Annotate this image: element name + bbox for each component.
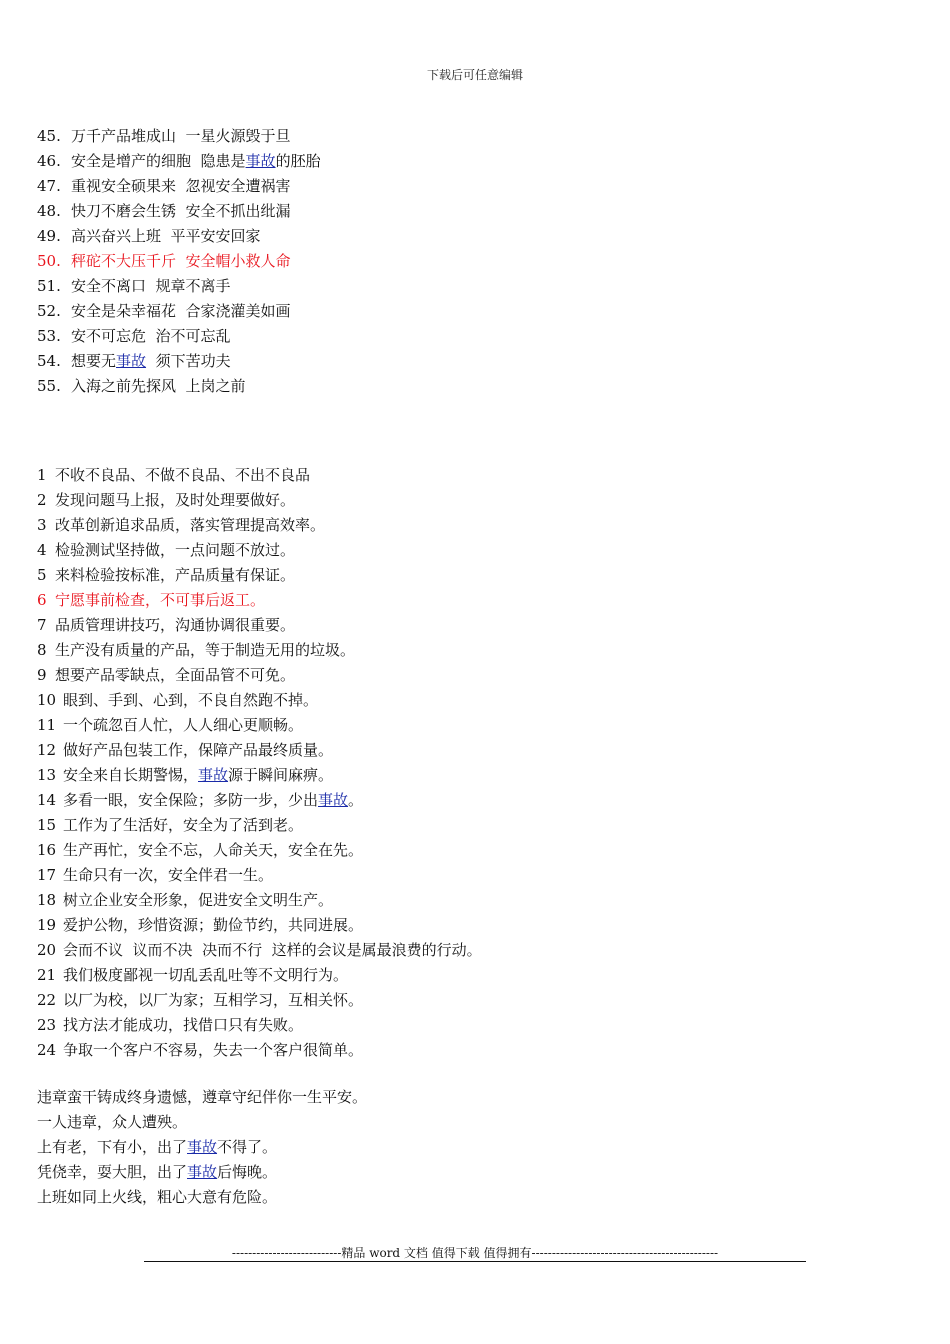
page-header: 下载后可任意编辑 [426, 68, 523, 82]
list-item [37, 149, 321, 174]
list-item [37, 863, 482, 888]
list-item [37, 488, 482, 513]
item-text: 上班如同上火线，粗心大意有危险。 [37, 1188, 278, 1206]
item-text: 发现问题马上报，及时处理要做好。 [55, 491, 296, 509]
item-text: 想要产品零缺点，全面品管不可免。 [55, 666, 296, 684]
item-number: 7 [37, 616, 47, 634]
item-number: 48. [37, 202, 61, 220]
item-text: 生产没有质量的产品，等于制造无用的垃圾。 [55, 641, 356, 659]
item-text: 改革创新追求品质，落实管理提高效率。 [55, 516, 326, 534]
item-text: 生命只有一次，安全伴君一生。 [63, 866, 274, 884]
item-text: 入海之前先探风 上岗之前 [71, 377, 246, 395]
list-item [37, 688, 482, 713]
item-text: 不得了。 [217, 1138, 278, 1156]
item-text: 来料检验按标准，产品质量有保证。 [55, 566, 296, 584]
item-text: 秤砣不大压千斤 安全帽小救人命 [71, 252, 291, 270]
item-number: 9 [37, 666, 47, 684]
item-number: 6 [37, 591, 47, 609]
item-text: 安全是朵幸福花 合家浇灌美如画 [71, 302, 291, 320]
item-text: 一个疏忽百人忙，人人细心更顺畅。 [63, 716, 304, 734]
item-number: 18 [37, 891, 57, 909]
list-item [37, 174, 321, 199]
accident-link[interactable]: 事故 [245, 152, 276, 170]
item-number: 1 [37, 466, 47, 484]
item-number: 49. [37, 227, 61, 245]
item-text: 源于瞬间麻痹。 [228, 766, 334, 784]
list-item [37, 838, 482, 863]
list-item [37, 513, 482, 538]
list-item [37, 224, 321, 249]
item-number: 11 [37, 716, 57, 734]
item-text: 以厂为校，以厂为家；互相学习，互相关怀。 [63, 991, 364, 1009]
item-text: 安全不离口 规章不离手 [71, 277, 231, 295]
item-text: 会而不议 议而不决 决而不行 这样的会议是属最浪费的行动。 [63, 941, 482, 959]
item-number: 14 [37, 791, 57, 809]
list-item [37, 1013, 482, 1038]
list-item [37, 1085, 367, 1110]
list-item [37, 349, 321, 374]
accident-link[interactable]: 事故 [187, 1163, 218, 1181]
item-number: 17 [37, 866, 57, 884]
item-number: 51. [37, 277, 61, 295]
list-item [37, 1185, 367, 1210]
item-number: 2 [37, 491, 47, 509]
list-item [37, 199, 321, 224]
list-item [37, 274, 321, 299]
list-item [37, 249, 321, 274]
item-number: 5 [37, 566, 47, 584]
item-text: 一人违章，众人遭殃。 [37, 1113, 188, 1131]
list-item [37, 563, 482, 588]
item-number: 45. [37, 127, 61, 145]
accident-link[interactable]: 事故 [187, 1138, 218, 1156]
item-text: 爱护公物，珍惜资源；勤俭节约，共同进展。 [63, 916, 364, 934]
slogan-list-safety [37, 124, 321, 399]
list-item [37, 1038, 482, 1063]
list-item [37, 888, 482, 913]
item-text: 万千产品堆成山 一星火源毁于旦 [71, 127, 291, 145]
item-text: 安全是增产的细胞 隐患是 [71, 152, 246, 170]
list-item [37, 938, 482, 963]
list-item [37, 538, 482, 563]
list-item [37, 588, 482, 613]
item-text: 重视安全硕果来 忽视安全遭祸害 [71, 177, 291, 195]
list-item [37, 613, 482, 638]
list-item [37, 788, 482, 813]
item-number: 47. [37, 177, 61, 195]
item-number: 23 [37, 1016, 57, 1034]
item-text: 安全来自长期警惕， [63, 766, 199, 784]
item-number: 50. [37, 252, 61, 270]
accident-link[interactable]: 事故 [198, 766, 229, 784]
accident-link[interactable]: 事故 [116, 352, 147, 370]
item-text: 安不可忘危 治不可忘乱 [71, 327, 231, 345]
item-text: 不收不良品、不做不良品、不出不良品 [55, 466, 311, 484]
item-text: 高兴奋兴上班 平平安安回家 [71, 227, 261, 245]
item-text: 检验测试坚持做，一点问题不放过。 [55, 541, 296, 559]
list-item [37, 463, 482, 488]
item-number: 12 [37, 741, 57, 759]
item-text: 的胚胎 [275, 152, 321, 170]
item-text: 违章蛮干铸成终身遗憾，遵章守纪伴你一生平安。 [37, 1088, 368, 1106]
list-item [37, 1135, 367, 1160]
item-text: 上有老，下有小，出了 [37, 1138, 188, 1156]
item-number: 46. [37, 152, 61, 170]
item-text: 须下苦功夫 [146, 352, 231, 370]
item-text: 眼到、手到、心到，不良自然跑不掉。 [63, 691, 319, 709]
list-item [37, 763, 482, 788]
item-text: 后悔晚。 [217, 1163, 278, 1181]
item-text: 争取一个客户不容易，失去一个客户很简单。 [63, 1041, 364, 1059]
list-item [37, 738, 482, 763]
item-number: 15 [37, 816, 57, 834]
item-text: 我们极度鄙视一切乱丢乱吐等不文明行为。 [63, 966, 349, 984]
item-text: 快刀不磨会生锈 安全不抓出纰漏 [71, 202, 291, 220]
footer-rule [144, 1261, 806, 1262]
item-text: 生产再忙，安全不忘，人命关天，安全在先。 [63, 841, 364, 859]
slogan-list-discipline [37, 1085, 367, 1210]
item-number: 8 [37, 641, 47, 659]
list-item [37, 663, 482, 688]
list-item [37, 913, 482, 938]
item-text: 凭侥幸，耍大胆，出了 [37, 1163, 188, 1181]
item-number: 20 [37, 941, 57, 959]
item-text: 多看一眼，安全保险；多防一步，少出 [63, 791, 319, 809]
item-number: 19 [37, 916, 57, 934]
item-number: 55. [37, 377, 61, 395]
item-number: 3 [37, 516, 47, 534]
list-item [37, 324, 321, 349]
item-text: 想要无 [71, 352, 117, 370]
item-text: 宁愿事前检查，不可事后返工。 [55, 591, 266, 609]
item-number: 52. [37, 302, 61, 320]
item-number: 13 [37, 766, 57, 784]
list-item [37, 374, 321, 399]
accident-link[interactable]: 事故 [318, 791, 349, 809]
list-item [37, 988, 482, 1013]
page-footer: ---------------------------精品 word 文档 值得下载 值得拥有---------------------------------------------- [231, 1246, 719, 1260]
item-text: 。 [348, 791, 364, 809]
item-number: 21 [37, 966, 57, 984]
item-number: 24 [37, 1041, 57, 1059]
list-item [37, 1110, 367, 1135]
list-item [37, 813, 482, 838]
list-item [37, 963, 482, 988]
item-text: 品质管理讲技巧，沟通协调很重要。 [55, 616, 296, 634]
list-item [37, 299, 321, 324]
item-number: 4 [37, 541, 47, 559]
item-text: 做好产品包装工作，保障产品最终质量。 [63, 741, 334, 759]
item-text: 找方法才能成功，找借口只有失败。 [63, 1016, 304, 1034]
item-text: 树立企业安全形象，促进安全文明生产。 [63, 891, 334, 909]
item-text: 工作为了生活好，安全为了活到老。 [63, 816, 304, 834]
item-number: 53. [37, 327, 61, 345]
item-number: 22 [37, 991, 57, 1009]
item-number: 16 [37, 841, 57, 859]
list-item [37, 638, 482, 663]
list-item [37, 713, 482, 738]
item-number: 54. [37, 352, 61, 370]
slogan-list-quality [37, 463, 482, 1063]
list-item [37, 124, 321, 149]
list-item [37, 1160, 367, 1185]
item-number: 10 [37, 691, 57, 709]
